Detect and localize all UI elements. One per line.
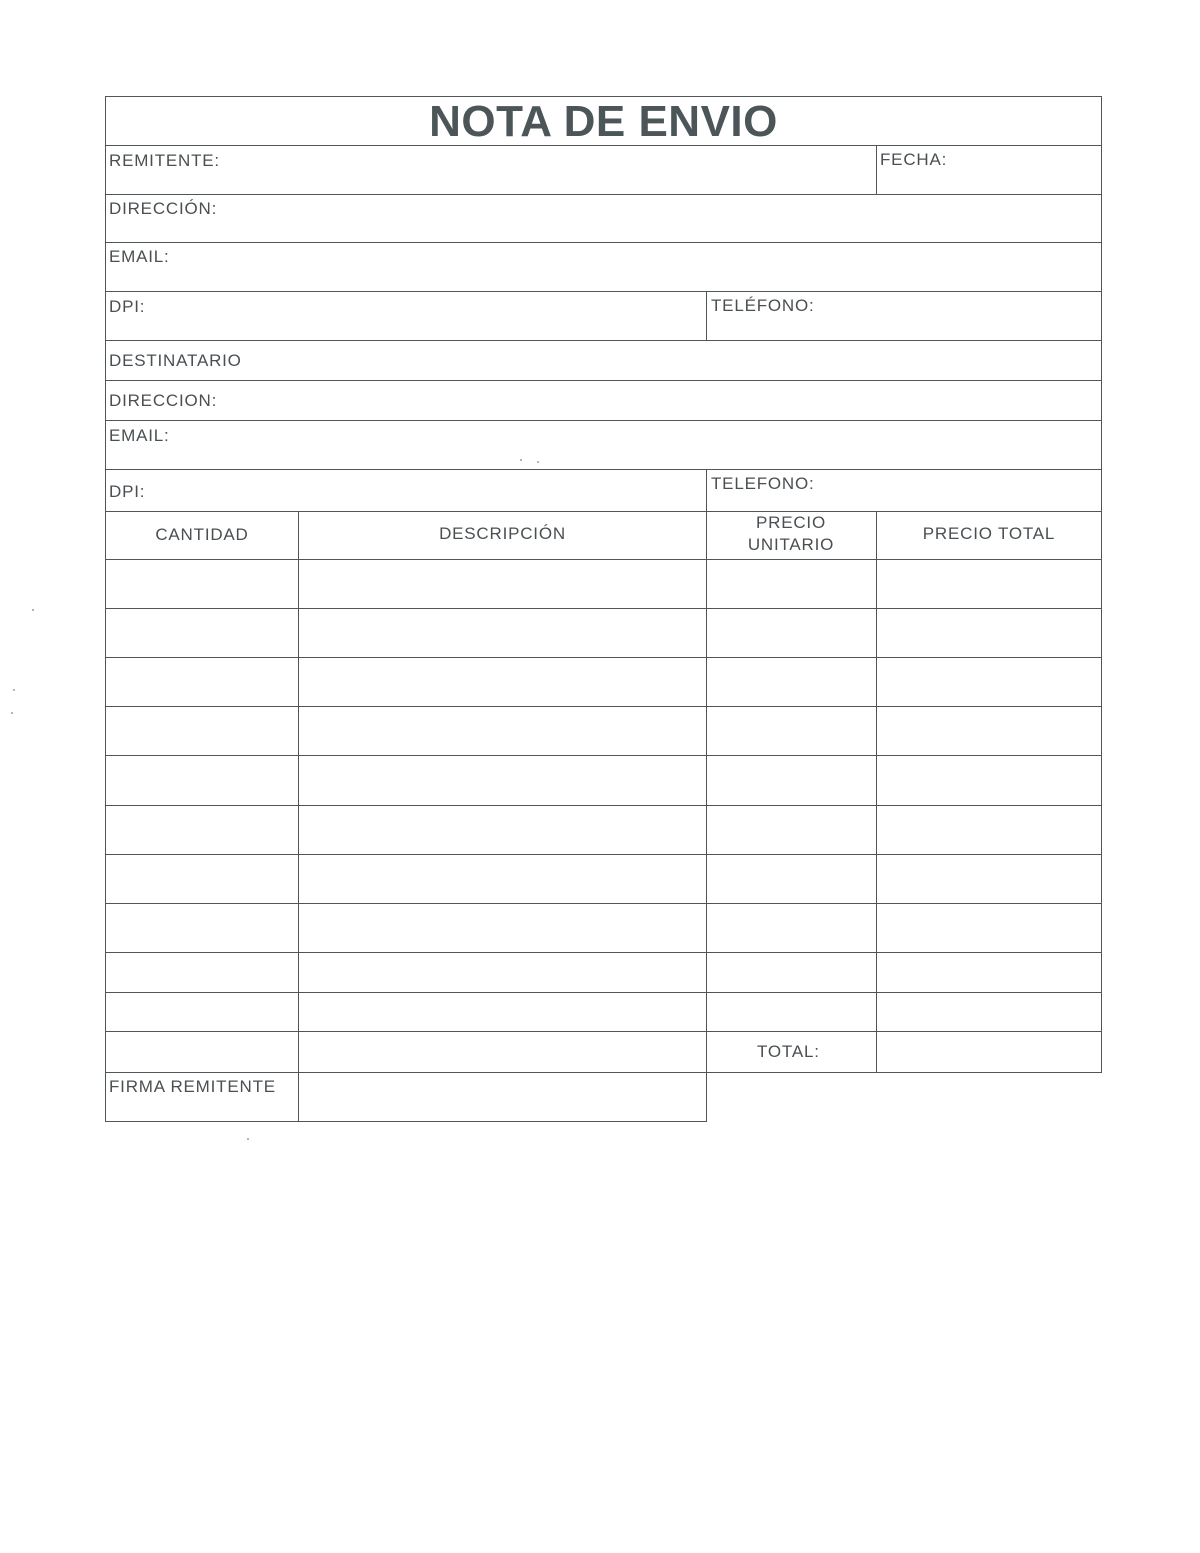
row-divider [105,380,1102,381]
direccion-destinatario-field[interactable] [235,382,1097,418]
item-cell-descripcion[interactable] [300,905,704,951]
table-row-divider [105,657,1102,658]
firma-remitente-label: FIRMA REMITENTE [109,1077,276,1096]
remitente-label: REMITENTE: [109,151,220,170]
remitente-field[interactable] [240,147,870,192]
scan-speck [537,461,539,463]
form-title: NOTA DE ENVIO [429,97,778,146]
item-cell-precio-unitario[interactable] [708,708,874,754]
row-divider [105,469,1102,470]
table-header-divider [105,559,1102,560]
row-divider [105,291,1102,292]
telefono-divider [706,469,707,511]
item-cell-cantidad[interactable] [107,856,296,902]
item-cell-precio-unitario[interactable] [708,905,874,951]
row-divider [105,194,1102,195]
firma-remitente-field[interactable] [300,1074,705,1120]
scan-speck [520,459,522,461]
item-cell-precio-unitario[interactable] [708,561,874,607]
item-cell-precio-total[interactable] [878,954,1099,991]
direccion-label: DIRECCIÓN: [109,199,218,218]
column-header-precio-total: PRECIO TOTAL [922,524,1056,543]
item-cell-cantidad[interactable] [107,561,296,607]
item-cell-precio-unitario[interactable] [708,659,874,705]
telefono-destinatario-field[interactable] [830,471,1098,509]
item-cell-precio-total[interactable] [878,561,1099,607]
column-divider [876,511,877,1073]
item-cell-cantidad[interactable] [107,708,296,754]
column-header-precio-unitario: PRECIO UNITARIO [747,513,835,554]
item-cell-precio-total[interactable] [878,610,1099,656]
column-divider [706,511,707,1122]
item-cell-precio-total[interactable] [878,757,1099,804]
total-label: TOTAL: [757,1042,820,1061]
table-row-divider [105,608,1102,609]
table-row-divider [105,805,1102,806]
destinatario-label: DESTINATARIO [109,351,242,370]
item-cell-cantidad[interactable] [107,994,296,1030]
scan-speck [13,689,15,691]
item-cell-precio-unitario[interactable] [708,856,874,902]
item-cell-cantidad[interactable] [107,1033,296,1071]
scan-speck [32,609,34,611]
item-cell-descripcion[interactable] [300,954,704,991]
item-cell-cantidad[interactable] [107,610,296,656]
row-divider [105,420,1102,421]
item-cell-precio-unitario[interactable] [708,610,874,656]
item-cell-cantidad[interactable] [107,954,296,991]
email-label: EMAIL: [109,247,170,266]
border-right [1101,96,1102,1073]
row-divider [105,511,1102,512]
table-row-divider [105,755,1102,756]
telefono-divider [706,291,707,340]
item-cell-cantidad[interactable] [107,757,296,804]
scan-speck [11,712,13,714]
table-row-divider [105,854,1102,855]
destinatario-field[interactable] [265,342,1097,378]
border-top [105,96,1102,97]
row-divider [105,145,1102,146]
row-divider [105,242,1102,243]
telefono-destinatario-label: TELEFONO: [711,474,815,493]
item-cell-descripcion[interactable] [300,856,704,902]
item-cell-precio-unitario[interactable] [708,954,874,991]
row-divider [105,340,1102,341]
table-row-divider [105,1031,1102,1032]
item-cell-descripcion[interactable] [300,708,704,754]
scan-speck [247,1138,249,1140]
table-row-divider [105,992,1102,993]
email-field[interactable] [190,244,1098,289]
fecha-label: FECHA: [880,150,948,169]
item-cell-precio-total[interactable] [878,994,1099,1030]
dpi-destinatario-field[interactable] [160,471,702,509]
telefono-label: TELÉFONO: [711,296,815,315]
item-cell-precio-unitario[interactable] [708,757,874,804]
item-cell-descripcion[interactable] [300,757,704,804]
telefono-field[interactable] [830,293,1098,338]
dpi-field[interactable] [160,293,702,338]
item-cell-cantidad[interactable] [107,905,296,951]
fecha-field[interactable] [960,147,1098,192]
item-cell-precio-total[interactable] [878,905,1099,951]
dpi-label: DPI: [109,297,146,316]
item-cell-cantidad[interactable] [107,807,296,853]
signature-bottom [105,1121,706,1122]
item-cell-precio-total[interactable] [878,807,1099,853]
direccion-field[interactable] [235,196,1097,240]
column-header-cantidad: CANTIDAD [155,525,249,544]
item-cell-descripcion[interactable] [300,994,704,1030]
item-cell-precio-total[interactable] [878,856,1099,902]
item-cell-cantidad[interactable] [107,659,296,705]
email-destinatario-label: EMAIL: [109,426,170,445]
direccion-destinatario-label: DIRECCION: [109,391,218,410]
item-cell-precio-total[interactable] [878,659,1099,705]
border-left [105,96,106,1122]
item-cell-precio-unitario[interactable] [708,807,874,853]
table-row-divider [105,706,1102,707]
table-row-divider [105,952,1102,953]
item-cell-precio-total[interactable] [878,708,1099,754]
column-divider [298,511,299,1122]
item-cell-descripcion[interactable] [300,659,704,705]
email-destinatario-field[interactable] [190,422,1098,467]
item-cell-descripcion[interactable] [300,807,704,853]
item-cell-descripcion[interactable] [300,1033,704,1071]
item-cell-descripcion[interactable] [300,610,704,656]
table-bottom [105,1072,1102,1073]
fecha-divider [876,145,877,194]
item-cell-precio-unitario[interactable] [708,994,874,1030]
table-row-divider [105,903,1102,904]
dpi-destinatario-label: DPI: [109,482,146,501]
total-value[interactable] [878,1033,1100,1071]
column-header-descripcion: DESCRIPCIÓN [439,524,566,543]
item-cell-descripcion[interactable] [300,561,704,607]
